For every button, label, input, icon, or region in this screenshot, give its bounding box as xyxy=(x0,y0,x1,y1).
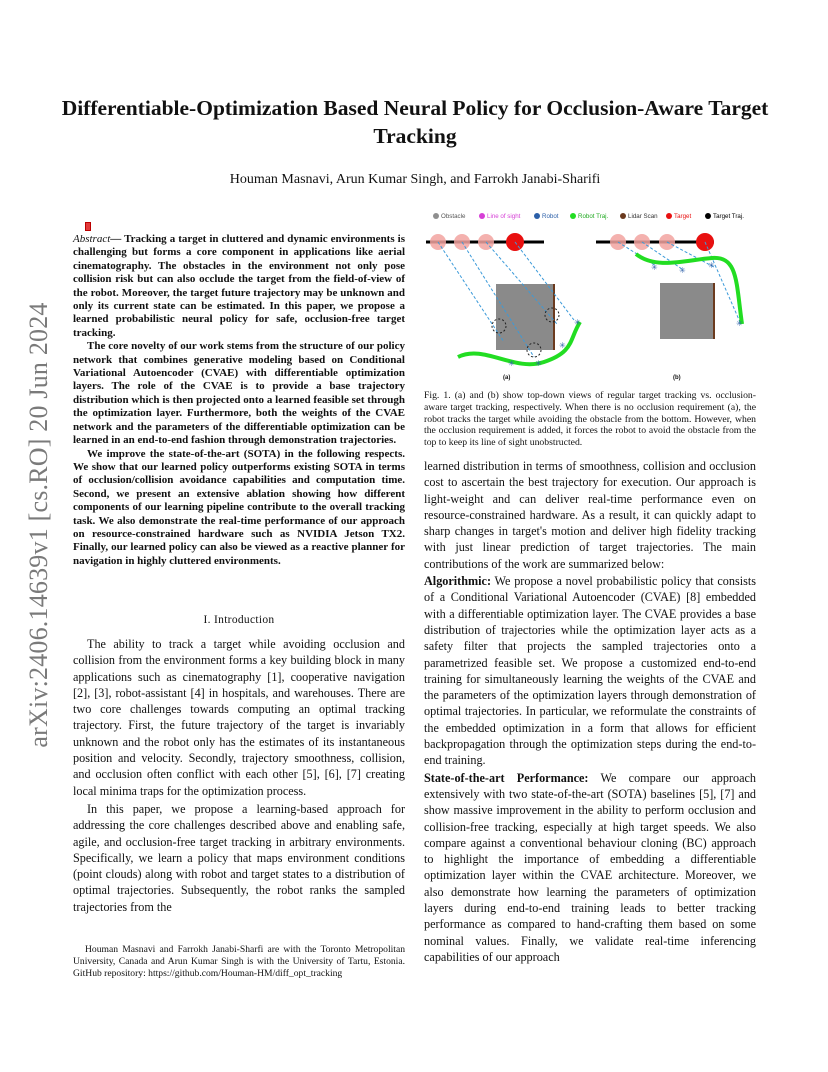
footnote xyxy=(73,944,405,980)
footnote-text: Houman Masnavi and Farrokh Janabi-Sharfi are with the Toronto Metropolitan University, Canada and Arun Kumar Singh is with the University of Tartu, Estonia. GitHub repository: https://github.com/Houman-HM/diff_opt_tracking xyxy=(73,944,405,979)
introduction-text xyxy=(73,636,405,915)
contribution-heading: Algorithmic: xyxy=(424,574,492,589)
abstract-paragraph-2: The core novelty of our work stems from the structure of our policy network that combines generative modeling based on Conditional Variational Autoencoder (CVAE) with differentiable optimization layers. The role of the CVAE is to provide a base trajectory distribution which is then projected onto a learned feasible set through the optimization layer. Furthermore, both the weights of the CVAE network and the parameters of the differentiable optimization can be learned in an end-to-end fashion through demonstration trajectories. xyxy=(73,340,405,447)
contribution-algorithmic: Algorithmic: We propose a novel probabilistic policy that consists of a Conditional Variational Autoencoder (CVAE) [8] embedded with a differentiable optimization layer. The CVAE provides a base distribution of trajectories while the optimization layer acts as a safety filter that projects the sampled trajectories onto a parametrized feasible set. We propose a customized end-to-end training for simultaneously learning the weights of the CVAE and the parameters of the optimization layers through demonstration of optimal trajectories. In particular, we reformulate the constraints of the embedded optimization in a form that allows for efficient backpropagation through the optimization steps during the end-to-end training. xyxy=(424,574,756,768)
legend-dot-icon xyxy=(666,213,672,219)
author-list: Houman Masnavi, Arun Kumar Singh, and Farrokh Janabi-Sharifi xyxy=(229,172,601,187)
svg-text:✳: ✳ xyxy=(708,261,715,270)
obstacle-block-a xyxy=(496,284,554,350)
abstract xyxy=(73,233,405,568)
figure-sublabel-a: (a) xyxy=(503,375,511,381)
contribution-heading: State-of-the-art Performance: xyxy=(424,770,589,785)
paper-title: Differentiable-Optimization Based Neural Policy for Occlusion-Aware Target Tracking xyxy=(61,96,769,148)
legend-item-target: Target xyxy=(666,213,691,220)
abstract-paragraph-1: — Tracking a target in cluttered and dynamic environments is challenging but forms a core component in applications like aerial cinematography. The obstacles in the environment not only pose collision risk but can also occlude the target from the field-of-view of the robot. Moreover, the target future trajectory may be unknown and only its current state can be estimated. In this paper, we propose a learned probabilistic neural policy for safe, occlusion-free target tracking. xyxy=(73,233,405,339)
arxiv-stamp xyxy=(24,290,54,760)
svg-text:✳: ✳ xyxy=(651,263,658,272)
svg-text:✳: ✳ xyxy=(679,266,686,275)
legend-item-line-of-sight: Line of sight xyxy=(479,213,520,220)
figure-1 xyxy=(424,208,756,388)
panel-a xyxy=(426,233,581,368)
legend-item-robot: Robot xyxy=(534,213,559,220)
intro-paragraph-2: In this paper, we propose a learning-based approach for addressing the core challenges described above and enabling safe, agile, and occlusion-free target tracking in arbitrary environments. Specifically, we learn a policy that maps environment conditions (point clouds) along with robot and target states to a distribution of optimal trajectories. Subsequently, the robot ranks the sampled trajectories from the xyxy=(73,801,405,914)
obstacle-block-b xyxy=(660,283,714,339)
legend-dot-icon xyxy=(705,213,711,219)
continuation-paragraph: learned distribution in terms of smoothness, collision and occlusion cost to ascertain the best trajectory for execution. Our approach is light-weight and can deliver real-time performance even on resource-constrained hardware. As a result, it can quickly adapt to sharp changes in target's motion and deliver high fidelity tracking with just linear prediction of target trajectories. The main contributions of the work are summarized below: xyxy=(424,459,756,571)
legend-dot-icon xyxy=(570,213,576,219)
legend-item-target-traj: Target Traj. xyxy=(705,213,744,220)
arxiv-stamp-text: arXiv:2406.14639v1 [cs.RO] 20 Jun 2024 xyxy=(24,302,53,748)
abstract-lead: Abstract xyxy=(73,233,111,245)
svg-text:✳: ✳ xyxy=(574,318,581,327)
legend-dot-icon xyxy=(479,213,485,219)
svg-text:✳: ✳ xyxy=(559,341,566,350)
legend-item-robot-traj: Robot Traj. xyxy=(570,213,608,220)
section-heading-introduction: I. Introduction xyxy=(203,614,275,626)
contribution-sota: State-of-the-art Performance: We compare our approach extensively with two state-of-the-art (SOTA) baselines [5], [7] and show massive improvement in the ability to perform occlusion and collision-free tracking, especially at high target speeds. We also compare against a conventional behaviour cloning (BC) approach to highlight the importance of embedding a differentiable optimization layer within the CVAE architecture. Moreover, we also demonstrate how learning the parameters of optimization layers during end-to-end training leads to better tracking performance as compared to hand-crafting them based on some nominal values. Finally, we validate real-time inferencing capabilities of our approach xyxy=(424,770,757,964)
legend-dot-icon xyxy=(534,213,540,219)
panel-b xyxy=(596,233,743,339)
right-column-text xyxy=(424,458,756,965)
legend-item-obstacle: Obstacle xyxy=(433,213,465,220)
legend-dot-icon xyxy=(620,213,626,219)
intro-paragraph-1: The ability to track a target while avoiding occlusion and collision from the environment forms a key building block in many applications such as cinematography [1], cooperative navigation [2], [3], robot-assistant [4] in hospitals, and warehouses. There are two core challenges towards computing an optimal tracking trajectory. First, the future trajectory of the target is invariably unknown and the robot only has the estimates of its instantaneous position and velocity. Secondly, trajectory smoothness, collision, and occlusion often conflict with each other [5], [6], [7] creating local minima traps for the optimization process. xyxy=(73,637,405,798)
figure-caption: Fig. 1. (a) and (b) show top-down views of regular target tracking vs. occlusion-aware target tracking, respectively. When there is no occlusion requirement (a), the robot tracks the target while avoiding the obstacle from the bottom. However, when the occlusion requirement is added, it forces the robot to avoid the obstacle from the top to keep its line of sight unobstructed. xyxy=(424,390,756,449)
figure-sublabel-b: (b) xyxy=(673,375,681,381)
svg-text:✳: ✳ xyxy=(508,359,515,368)
annotation-marker xyxy=(85,222,91,231)
svg-text:✳: ✳ xyxy=(736,319,743,328)
legend-dot-icon xyxy=(433,213,439,219)
legend-item-lidar-scan: Lidar Scan xyxy=(620,213,658,220)
figure-drawing xyxy=(424,222,756,387)
abstract-paragraph-3: We improve the state-of-the-art (SOTA) in the following respects. We show that our learned policy outperforms existing SOTA in terms of occlusion/collision avoidance capabilities and computation time. Second, we present an extensive ablation showing how different components of our learning pipeline contribute to the overall tracking task. We also demonstrate the real-time performance of our approach on resource-constrained hardware such as NVIDIA Jetson TX2. Finally, our learned policy can also be viewed as a reactive planner for navigation in highly cluttered environments. xyxy=(73,447,405,567)
svg-text:✳: ✳ xyxy=(535,359,542,368)
